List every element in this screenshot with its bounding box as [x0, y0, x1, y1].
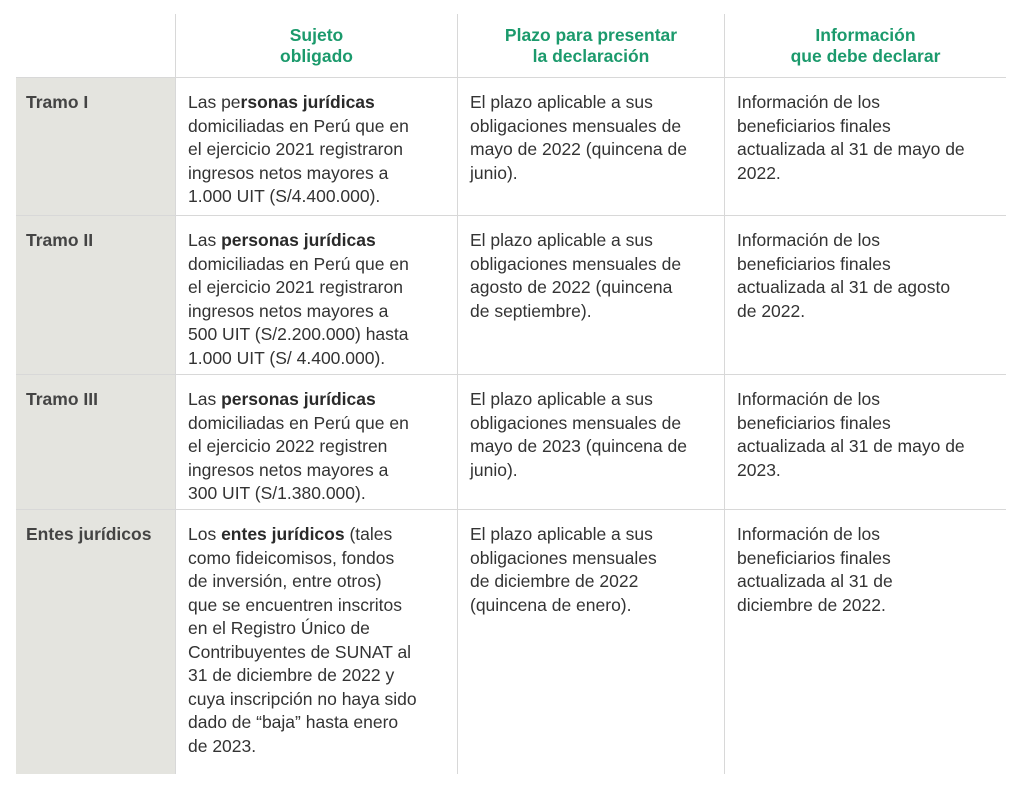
- tramo-3-sujeto: Las personas jurídicas domiciliadas en Perú que en el ejercicio 2022 registren ingresos netos mayores a 300 UIT (S/1.380.000).: [176, 375, 458, 510]
- row-label-tramo-3: Tramo III: [16, 375, 176, 510]
- header-corner: [16, 14, 176, 78]
- entes-juridicos-informacion: Información de los beneficiarios finales actualizada al 31 de diciembre de 2022.: [737, 524, 893, 615]
- declaration-table: [16, 14, 1006, 774]
- tramo-1-sujeto: Las personas jurídicas domiciliadas en Perú que en el ejercicio 2021 registraron ingresos netos mayores a 1.000 UIT (S/4.400.000).: [176, 78, 458, 216]
- header-informacion: Información que debe declarar: [725, 14, 1006, 78]
- entes-juridicos-sujeto: Los entes jurídicos (tales como fideicomisos, fondos de inversión, entre otros) que se encuentren inscritos en el Registro Único de Contribuyentes de SUNAT al 31 de diciembre de 2022 y cuya inscripción no haya sido dado de “baja” hasta enero de 2023.: [176, 510, 458, 774]
- tramo-3-informacion: Información de los beneficiarios finales actualizada al 31 de mayo de 2023.: [725, 375, 1006, 510]
- header-plazo: Plazo para presentar la declaración: [458, 14, 725, 78]
- tramo-2-sujeto: Las personas jurídicas domiciliadas en Perú que en el ejercicio 2021 registraron ingresos netos mayores a 500 UIT (S/2.200.000) hasta 1.000 UIT (S/ 4.400.000).: [176, 216, 458, 375]
- row-label-tramo-2: Tramo II: [16, 216, 176, 375]
- tramo-2-informacion: Información de los beneficiarios finales actualizada al 31 de agosto de 2022.: [725, 216, 1006, 375]
- header-sujeto-obligado: Sujeto obligado: [176, 14, 458, 78]
- row-label-tramo-1: Tramo I: [16, 78, 176, 216]
- tramo-3-plazo: El plazo aplicable a sus obligaciones mensuales de mayo de 2023 (quincena de junio).: [458, 375, 725, 510]
- row-label-entes-juridicos: Entes jurídicos: [16, 510, 176, 774]
- entes-juridicos-plazo: El plazo aplicable a sus obligaciones mensuales de diciembre de 2022 (quincena de enero).: [458, 510, 725, 774]
- tramo-1-informacion: Información de los beneficiarios finales actualizada al 31 de mayo de 2022.: [725, 78, 1006, 216]
- tramo-1-plazo: El plazo aplicable a sus obligaciones mensuales de mayo de 2022 (quincena de junio).: [458, 78, 725, 216]
- tramo-2-plazo: El plazo aplicable a sus obligaciones mensuales de agosto de 2022 (quincena de septiembre).: [458, 216, 725, 375]
